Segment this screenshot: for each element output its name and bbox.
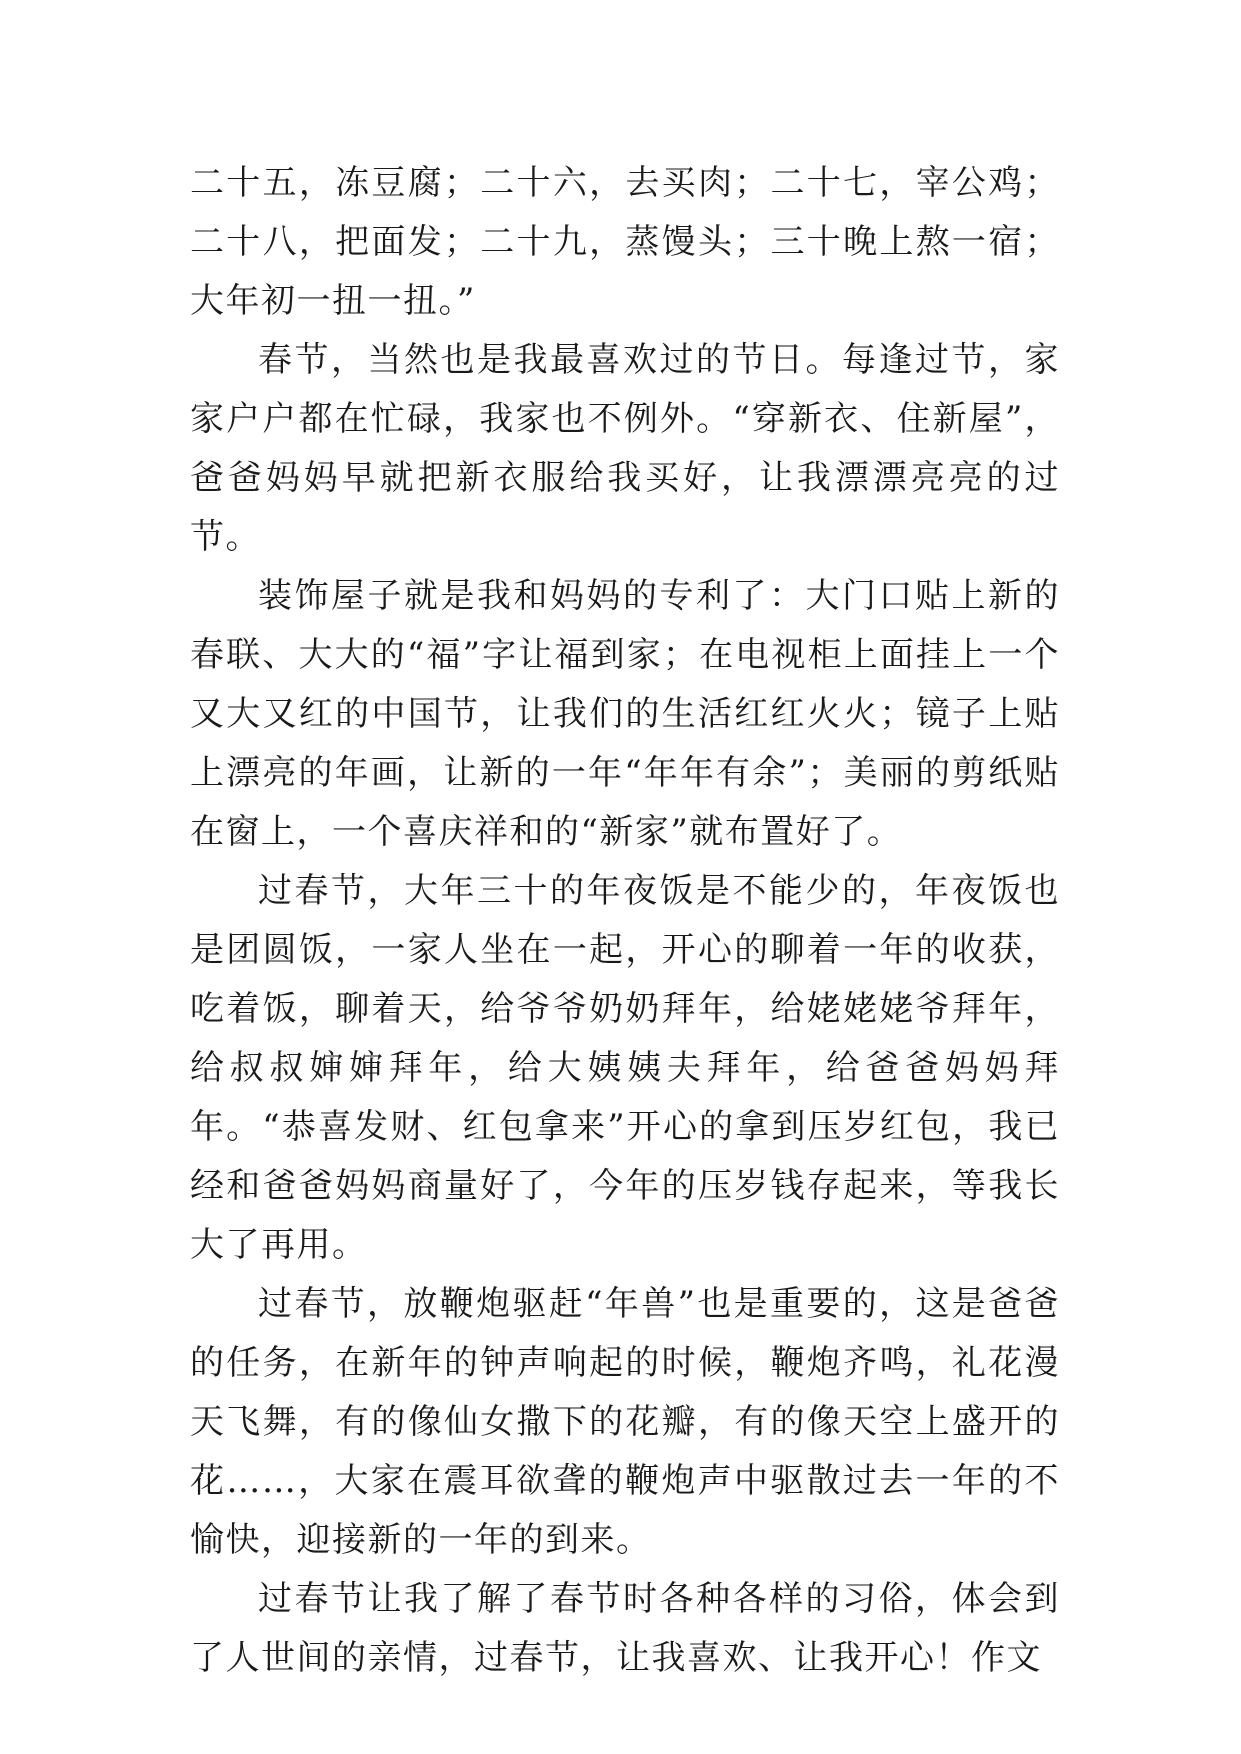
paragraph-3: 装饰屋子就是我和妈妈的专利了：大门口贴上新的春联、大大的“福”字让福到家；在电视柜上面挂上一个又大又红的中国节，让我们的生活红红火火；镜子上贴上漂亮的年画，让新的一年“年年有余”；美丽的剪纸贴在窗上，一个喜庆祥和的“新家”就布置好了。 [190,576,1060,852]
paragraph-4: 过春节，大年三十的年夜饭是不能少的，年夜饭也是团圆饭，一家人坐在一起，开心的聊着一年的收获，吃着饭，聊着天，给爷爷奶奶拜年，给姥姥姥爷拜年，给叔叔婶婶拜年，给大姨姨夫拜年，给爸爸妈妈拜年。“恭喜发财、红包拿来”开心的拿到压岁红包，我已经和爸爸妈妈商量好了，今年的压岁钱存起来，等我长大了再用。 [190,871,1060,1265]
paragraph-2: 春节，当然也是我最喜欢过的节日。每逢过节，家家户户都在忙碌，我家也不例外。“穿新衣、住新屋”，爸爸妈妈早就把新衣服给我买好，让我漂漂亮亮的过节。 [190,340,1060,557]
paragraph-1: 二十五，冻豆腐；二十六，去买肉；二十七，宰公鸡；二十八，把面发；二十九，蒸馒头；三十晚上熬一宿；大年初一扭一扭。” [190,163,1060,321]
paragraph-5: 过春节，放鞭炮驱赶“年兽”也是重要的，这是爸爸的任务，在新年的钟声响起的时候，鞭炮齐鸣，礼花漫天飞舞，有的像仙女撒下的花瓣，有的像天空上盛开的花……，大家在震耳欲聋的鞭炮声中驱散过去一年的不愉快，迎接新的一年的到来。 [190,1284,1060,1560]
paragraph-6: 过春节让我了解了春节时各种各样的习俗，体会到了人世间的亲情，过春节，让我喜欢、让我开心！作文 [190,1579,1060,1678]
document-body [190,154,1060,1688]
